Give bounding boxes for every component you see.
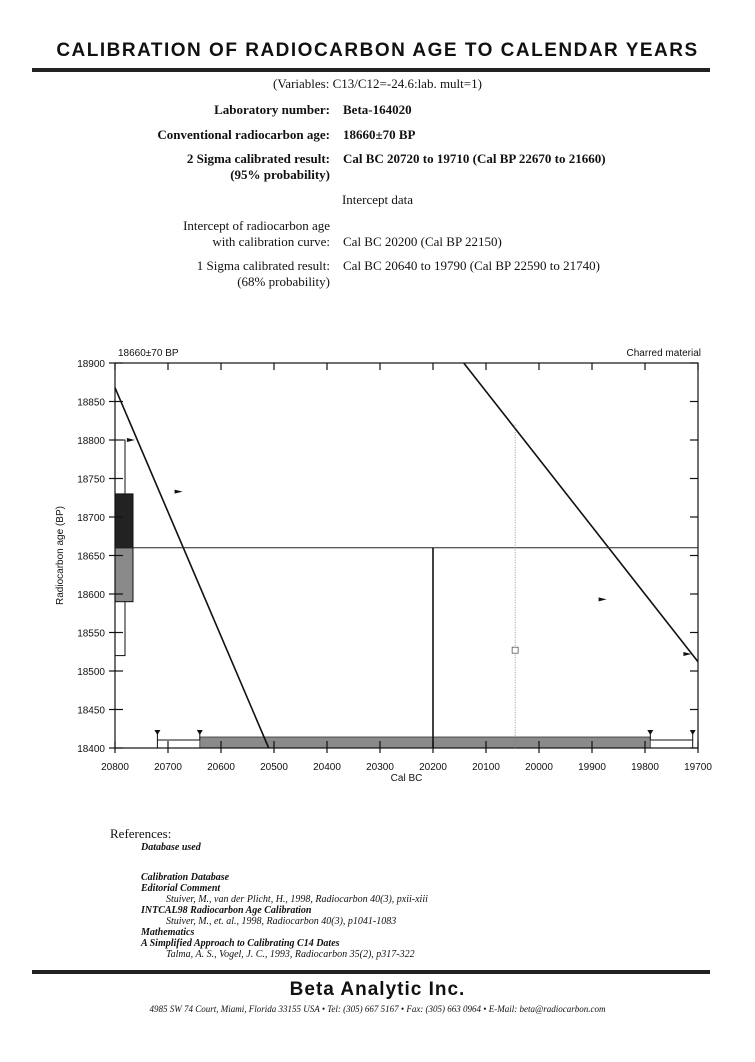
x-tick-label: 20300	[366, 762, 394, 773]
references-heading: References:	[110, 826, 172, 841]
sigma2-value: Cal BC 20720 to 19710 (Cal BP 22670 to 21660)	[343, 151, 606, 166]
intercept-label: Intercept of radiocarbon age	[183, 218, 330, 233]
y-tick-label: 18450	[77, 705, 105, 717]
range-marker-0	[154, 730, 160, 735]
x-tick-label: 20200	[419, 762, 447, 773]
y-tick-label: 18800	[77, 436, 105, 447]
x-tick-label: 19900	[578, 762, 606, 773]
x-tick-label: 19700	[684, 762, 712, 773]
company-address: 4985 SW 74 Court, Miami, Florida 33155 USA • Tel: (305) 667 5167 • Fax: (305) 663 0964 • E-Mail: beta@radiocarbon.com	[149, 1004, 606, 1014]
y-tick-label: 18550	[77, 628, 105, 640]
ref-simplified: A Simplified Approach to Calibrating C14 Dates	[141, 938, 340, 949]
y-tick-label: 18850	[77, 397, 105, 409]
range-marker-1	[197, 730, 203, 735]
curve-flag-0	[127, 438, 135, 442]
y-tick-label: 18900	[77, 359, 105, 370]
calibration-curve-1	[464, 363, 698, 662]
ref-database-used: Database used	[141, 842, 201, 853]
variables-line: (Variables: C13/C12=-24.6:lab. mult=1)	[273, 76, 482, 91]
ref-editorial-comment: Editorial Comment	[141, 883, 221, 894]
conventional-age-label: Conventional radiocarbon age:	[157, 127, 330, 142]
page-title: CALIBRATION OF RADIOCARBON AGE TO CALENDAR YEARS	[56, 40, 699, 61]
y-tick-label: 18500	[77, 667, 105, 678]
sigma1-age-bar-upper	[115, 494, 133, 548]
y-tick-label: 18700	[77, 513, 105, 524]
curve-flag-1	[175, 490, 183, 494]
chart-top-left-label: 18660±70 BP	[118, 348, 179, 359]
ref-mathematics: Mathematics	[141, 927, 195, 938]
ref-intcal-cite: Stuiver, M., et. al., 1998, Radiocarbon 40(3), p1041-1083	[166, 916, 397, 927]
y-tick-label: 18400	[77, 744, 105, 755]
range-marker-3	[690, 730, 696, 735]
y-axis-label: Radiocarbon age (BP)	[55, 506, 66, 605]
x-tick-label: 20500	[260, 762, 288, 773]
curve-flag-2	[599, 597, 607, 601]
sigma1-probability-label: (68% probability)	[237, 274, 330, 289]
sigma1-value: Cal BC 20640 to 19790 (Cal BP 22590 to 21740)	[343, 258, 600, 273]
sigma1-label: 1 Sigma calibrated result:	[196, 258, 330, 273]
x-tick-label: 20600	[207, 762, 235, 773]
sigma2-probability-label: (95% probability)	[230, 167, 330, 182]
calibration-chart	[0, 335, 755, 795]
plot-frame	[115, 363, 698, 748]
references	[110, 826, 710, 960]
x-tick-label: 20000	[525, 762, 553, 773]
conventional-age-value: 18660±70 BP	[343, 127, 416, 142]
ref-calibration-database: Calibration Database	[141, 872, 230, 883]
y-tick-label: 18600	[77, 590, 105, 601]
x-tick-label: 19800	[631, 762, 659, 773]
chart-top-right-label: Charred material	[626, 348, 701, 359]
x-axis-label: Cal BC	[390, 773, 423, 784]
x-tick-label: 20100	[472, 762, 500, 773]
y-tick-label: 18750	[77, 474, 105, 486]
y-tick-label: 18650	[77, 551, 105, 563]
intercept-value: Cal BC 20200 (Cal BP 22150)	[343, 234, 502, 249]
header-rule	[32, 68, 710, 72]
x-tick-label: 20400	[313, 762, 341, 773]
x-tick-label: 20700	[154, 762, 182, 773]
dotted-line-marker	[512, 647, 518, 653]
lab-number-label: Laboratory number:	[214, 102, 330, 117]
x-tick-label: 20800	[101, 762, 129, 773]
sigma2-label: 2 Sigma calibrated result:	[186, 151, 330, 166]
ref-intcal: INTCAL98 Radiocarbon Age Calibration	[141, 905, 312, 916]
intercept-heading: Intercept data	[341, 192, 414, 207]
company-name: Beta Analytic Inc.	[289, 979, 466, 1000]
intercept-label-2: with calibration curve:	[212, 234, 330, 249]
lab-number-value: Beta-164020	[343, 102, 412, 117]
footer-rule	[32, 970, 710, 974]
ref-simplified-cite: Talma, A. S., Vogel, J. C., 1993, Radiocarbon 35(2), p317-322	[166, 949, 415, 960]
ref-editorial-cite: Stuiver, M., van der Plicht, H., 1998, Radiocarbon 40(3), pxii-xiii	[166, 894, 428, 905]
calibration-chart-svg	[0, 335, 755, 795]
calibration-curve-0	[115, 388, 269, 748]
range-marker-2	[647, 730, 653, 735]
